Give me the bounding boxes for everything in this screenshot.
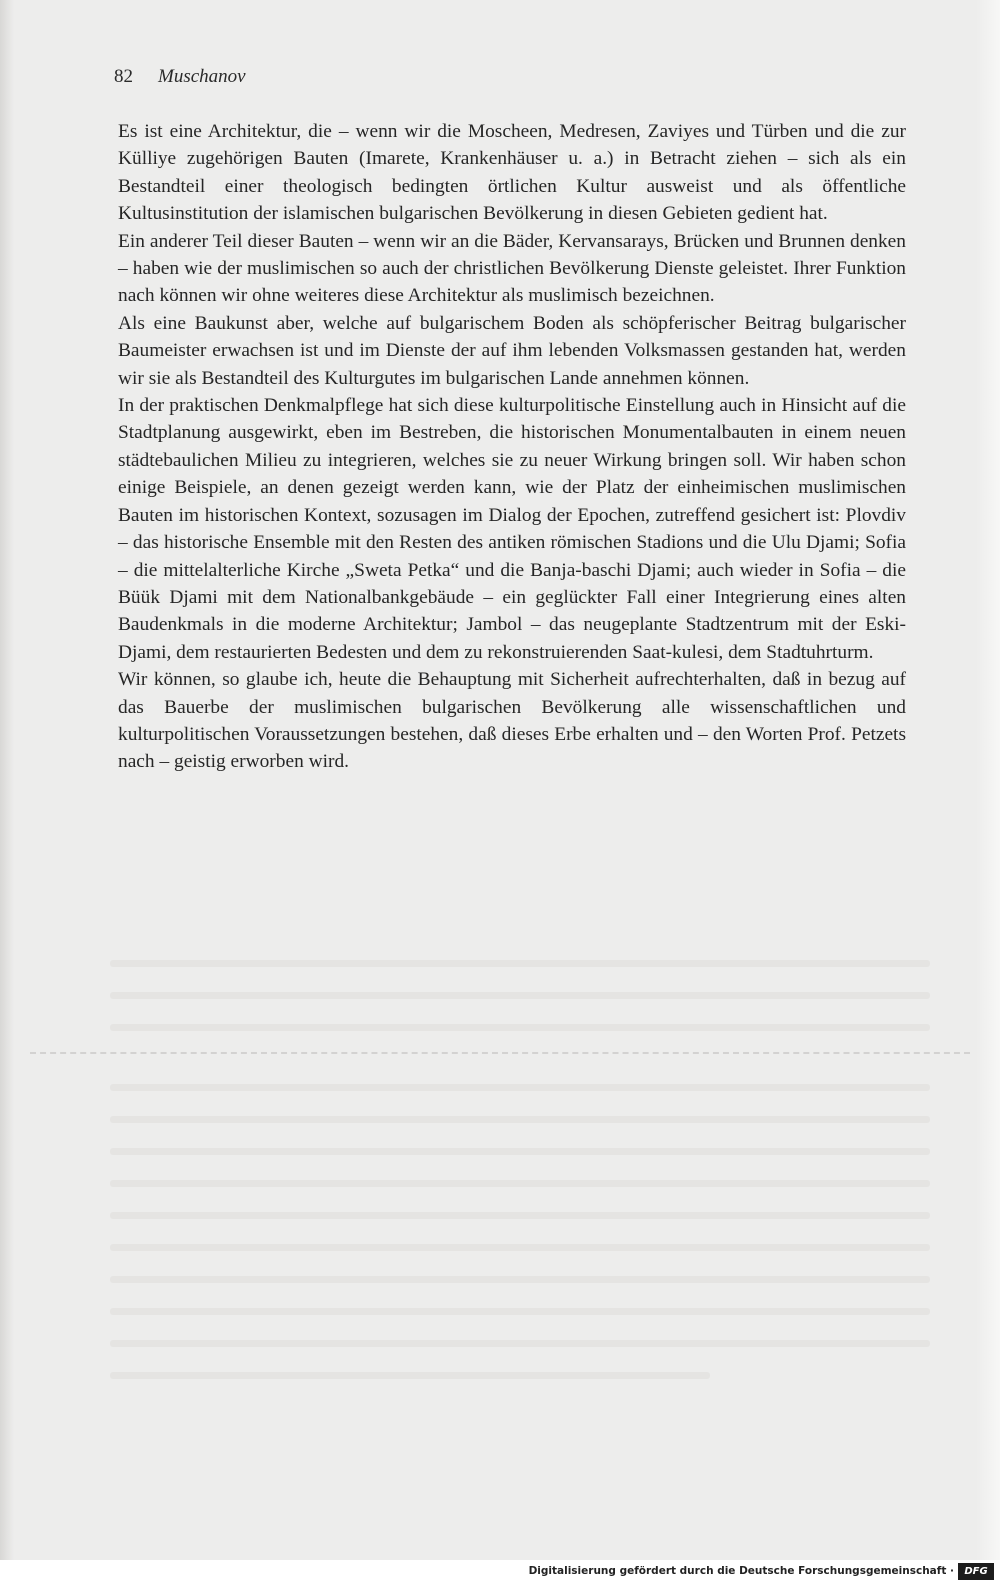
paragraph: Als eine Baukunst aber, welche auf bulgarischem Boden als schöpferischer Beitrag bulgarischer Baumeister erwachsen ist und im Dienste der auf ihm lebenden Volksmassen gestanden hat, werden wir sie als Bestandteil des Kulturgutes im bulgarischen Lande annehmen können.: [118, 312, 906, 389]
bleed-through-rule: [30, 1052, 970, 1054]
bleed-through-texture: [110, 1372, 710, 1379]
running-head: Muschanov: [158, 66, 246, 87]
bleed-through-texture: [110, 960, 930, 967]
paragraph: Wir können, so glaube ich, heute die Behauptung mit Sicherheit aufrechterhalten, daß in bezug auf das Bauerbe der muslimischen bulgarischen Bevölkerung alle wissenschaftlichen und kulturpolitischen Voraussetzungen bestehen, daß dieses Erbe erhalten und – den Worten Prof. Petzets nach – geistig erworben wird.: [118, 669, 906, 773]
bleed-through-texture: [110, 1244, 930, 1251]
bleed-through-texture: [110, 1116, 930, 1123]
bleed-through-texture: [110, 1276, 930, 1283]
paragraph: In der praktischen Denkmalpflege hat sich diese kulturpolitische Einstellung auch in Hinsicht auf die Stadtplanung ausgewirkt, eben im Bestreben, die historischen Monumentalbauten in einem neuen städtebaulichen Milieu zu integrieren, welches sie zu neuer Wirkung bringen soll. Wir haben schon einige Beispiele, an denen gezeigt werden kann, wie der Platz der einheimischen muslimischen Bauten im historischen Kontext, sozusagen im Dialog der Epochen, zutreffend gesichert ist: Plovdiv – das historische Ensemble mit den Resten des antiken römischen Stadions und die Ulu Djami; Sofia – die mittelalterliche Kirche „Sweta Petka“ und die Banja-baschi Djami; auch wieder in Sofia – die Büük Djami mit dem Nationalbankgebäude – ein geglückter Fall einer Integrierung eines alten Baudenkmals in die moderne Architektur; Jambol – das neugeplante Stadtzentrum mit der Eski-Djami, dem restaurierten Bedesten und dem zu rekonstruierenden Saat-kulesi, dem Stadtuhrturm.: [118, 395, 906, 663]
page-header: [114, 66, 246, 88]
bleed-through-texture: [110, 1084, 930, 1091]
bleed-through-texture: [110, 1180, 930, 1187]
page-number: 82: [114, 66, 133, 87]
funding-credit: Digitalisierung gefördert durch die Deutsche Forschungsgemeinschaft ·: [528, 1565, 954, 1577]
bleed-through-texture: [110, 992, 930, 999]
page-right-edge: [976, 0, 1000, 1560]
paragraph: Es ist eine Architektur, die – wenn wir die Moscheen, Medresen, Zaviyes und Türben und die zur Külliye zugehörigen Bauten (Imarete, Krankenhäuser u. a.) in Betracht ziehen – sich als ein Bestandteil einer theologisch bedingten örtlichen Kultur ausweist und als öffentliche Kultusinstitution der islamischen bulgarischen Bevölkerung in diesen Gebieten gedient hat.: [118, 121, 906, 225]
paragraph: Ein anderer Teil dieser Bauten – wenn wir an die Bäder, Kervansarays, Brücken und Brunnen denken – haben wie der muslimischen so auch der christlichen Bevölkerung Dienste geleistet. Ihrer Funktion nach können wir ohne weiteres diese Architektur als muslimisch bezeichnen.: [118, 230, 906, 307]
bleed-through-texture: [110, 1212, 930, 1219]
bleed-through-texture: [110, 1340, 930, 1347]
digitization-footer: [0, 1560, 1000, 1584]
bleed-through-texture: [110, 1308, 930, 1315]
dfg-logo: DFG: [958, 1563, 994, 1580]
bleed-through-texture: [110, 1024, 930, 1031]
page-left-edge-shadow: [0, 0, 14, 1584]
body-text: [118, 118, 906, 776]
bleed-through-texture: [110, 1148, 930, 1155]
